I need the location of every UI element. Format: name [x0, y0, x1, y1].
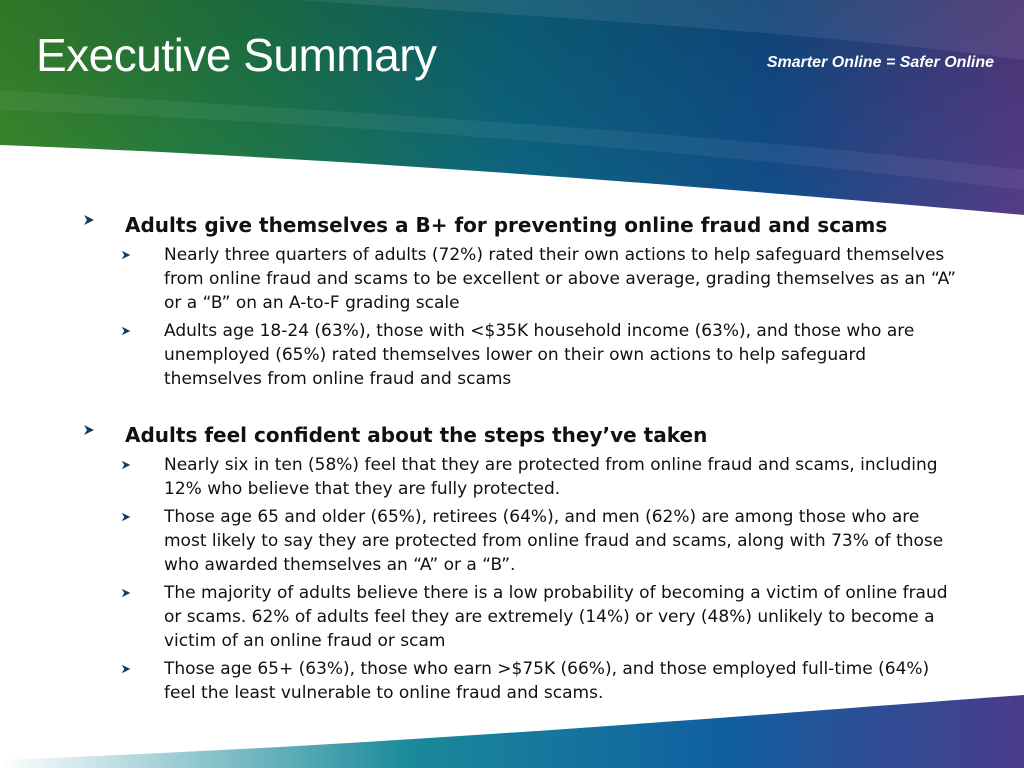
chevron-right-icon — [120, 459, 132, 471]
list-item: Nearly six in ten (58%) feel that they are protected from online fraud and scams, including 12% who believe that they are fully protected. — [80, 453, 960, 501]
list-item: Those age 65+ (63%), those who earn >$75K (66%), and those employed full-time (64%) feel the least vulnerable to online fraud and scams. — [80, 657, 960, 705]
chevron-right-icon — [120, 663, 132, 675]
list-item: Nearly three quarters of adults (72%) rated their own actions to help safeguard themselves from online fraud and scams to be excellent or above average, grading themselves as an “A” or a “B” on an A-to-F grading scale — [80, 243, 960, 315]
list-item: The majority of adults believe there is a low probability of becoming a victim of online fraud or scams. 62% of adults feel they are extremely (14%) or very (48%) unlikely to become a victim of an online fraud or scam — [80, 581, 960, 653]
section-heading: Adults feel confident about the steps they’ve taken — [80, 421, 960, 449]
chevron-right-icon — [82, 423, 96, 437]
list-item: Adults age 18-24 (63%), those with <$35K household income (63%), and those who are unemployed (65%) rated themselves lower on their own actions to help safeguard themselves from online fraud and scams — [80, 319, 960, 391]
chevron-right-icon — [82, 213, 96, 227]
chevron-right-icon — [120, 325, 132, 337]
summary-content — [80, 211, 960, 705]
chevron-right-icon — [120, 511, 132, 523]
chevron-right-icon — [120, 587, 132, 599]
tagline: Smarter Online = Safer Online — [766, 54, 994, 71]
section-heading: Adults give themselves a B+ for preventing online fraud and scams — [80, 211, 960, 239]
page-title: Executive Summary — [36, 29, 437, 81]
chevron-right-icon — [120, 249, 132, 261]
list-item: Those age 65 and older (65%), retirees (64%), and men (62%) are among those who are most likely to say they are protected from online fraud and scams, along with 73% of those who awarded themselves an “A” or a “B”. — [80, 505, 960, 577]
